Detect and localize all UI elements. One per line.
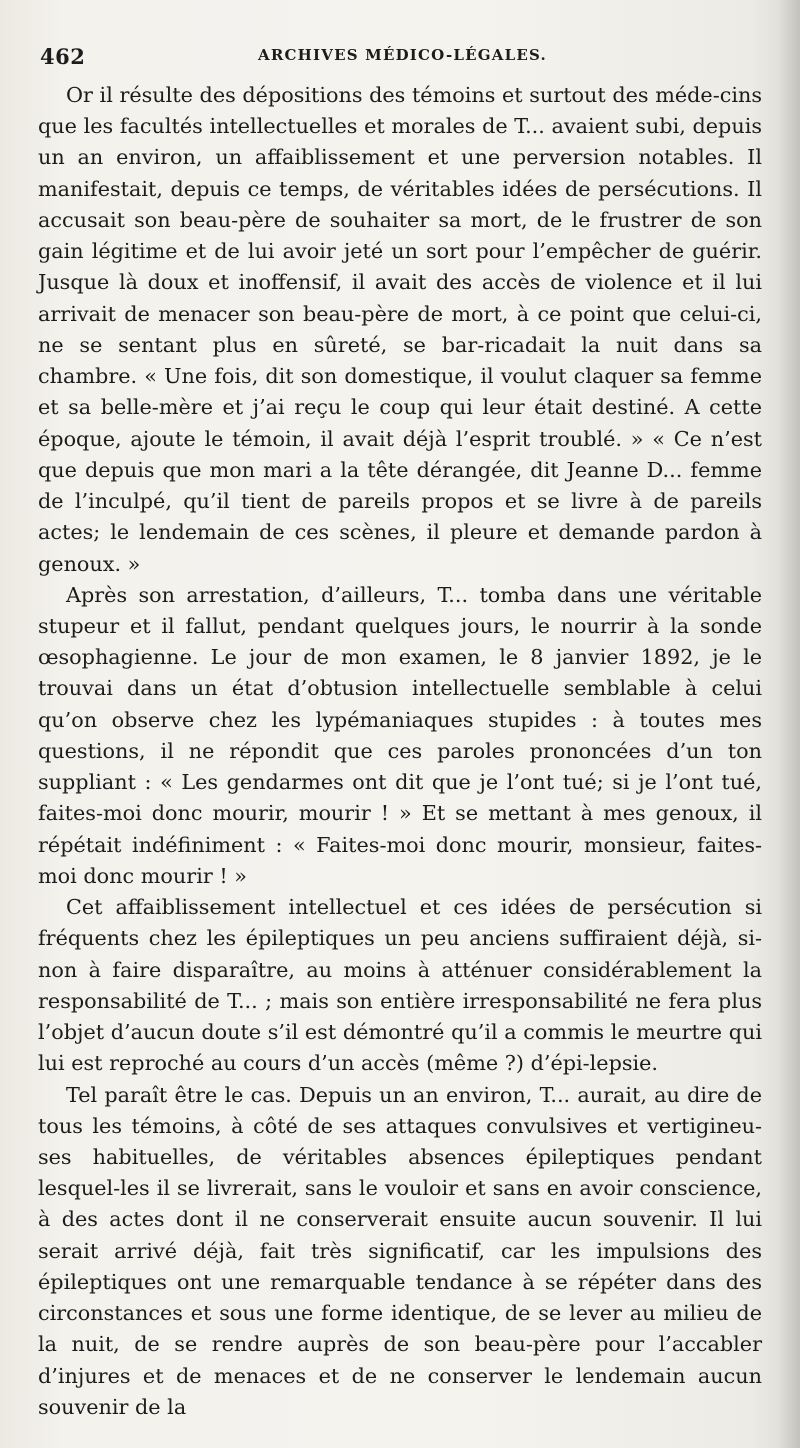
paragraph-responsibility: Cet affaiblissement intellectuel et ces idées de persécution si fréquents chez les épileptiques un peu anciens suffiraient déjà, si-non à faire disparaître, au moins à atténuer considérablement la responsabilité de T... ; mais son entière irresponsabilité ne fera plus l’objet d’aucun doute s’il est démontré qu’il a commis le meurtre qui lui est reproché au cours d’un accès (même ?) d’épi-lepsie.: [38, 895, 762, 1076]
running-head: ARCHIVES MÉDICO-LÉGALES.: [258, 46, 547, 64]
body-text: [38, 80, 762, 1423]
page-header: [40, 38, 760, 72]
page-edge-shadow: [778, 0, 800, 1448]
paragraph-epileptic-absences: Tel paraît être le cas. Depuis un an environ, T... aurait, au dire de tous les témoins, à côté de ses attaques convulsives et vertigineu-ses habituelles, de véritables absences épileptiques pendant lesquel-les il se livrerait, sans le vouloir et sans en avoir conscience, à des actes dont il ne conserverait ensuite aucun souvenir. Il lui serait arrivé déjà, fait très significatif, car les impulsions des épileptiques ont une remarquable tendance à se répéter dans des circonstances et sous une forme identique, de se lever au milieu de la nuit, de se rendre auprès de son beau-père pour l’accabler d’injures et de menaces et de ne conserver le lendemain aucun souvenir de la: [38, 1082, 762, 1419]
paragraph-arrest: Après son arrestation, d’ailleurs, T... tomba dans une véritable stupeur et il fallut, pendant quelques jours, le nourrir à la sonde œsophagienne. Le jour de mon examen, le 8 janvier 1892, je le trouvai dans un état d’obtusion intellectuelle semblable à celui qu’on observe chez les lypémaniaques stupides : à toutes mes questions, il ne répondit que ces paroles prononcées d’un ton suppliant : « Les gendarmes ont dit que je l’ont tué; si je l’ont tué, faites-moi donc mourir, mourir ! » Et se mettant à mes genoux, il répétait indéfiniment : « Faites-moi donc mourir, monsieur, faites-moi donc mourir ! »: [38, 582, 762, 888]
paragraph-testimony: Or il résulte des dépositions des témoins et surtout des méde-cins que les facultés intellectuelles et morales de T... avaient subi, depuis un an environ, un affaiblissement et une perversion notables. Il manifestait, depuis ce temps, de véritables idées de persécutions. Il accusait son beau-père de souhaiter sa mort, de le frustrer de son gain légitime et de lui avoir jeté un sort pour l’empêcher de guérir. Jusque là doux et inoffensif, il avait des accès de violence et il lui arrivait de menacer son beau-père de mort, à ce point que celui-ci, ne se sentant plus en sûreté, se bar-ricadait la nuit dans sa chambre. « Une fois, dit son domestique, il voulut claquer sa femme et sa belle-mère et j’ai reçu le coup qui leur était destiné. A cette époque, ajoute le témoin, il avait déjà l’esprit troublé. » « Ce n’est que depuis que mon mari a la tête dérangée, dit Jeanne D... femme de l’inculpé, qu’il tient de pareils propos et se livre à de pareils actes; le lendemain de ces scènes, il pleure et demande pardon à genoux. »: [38, 83, 762, 576]
page-number: 462: [40, 44, 86, 69]
